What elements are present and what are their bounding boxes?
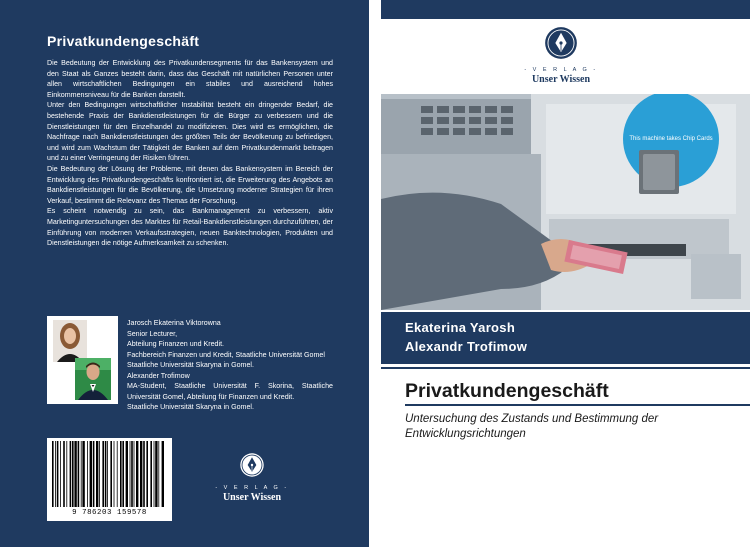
back-paragraph: Unter den Bedingungen wirtschaftlicher Instabilität besteht ein dringender Bedarf, die bestehende Praxis der Bankdienstleistungen für die Bürger zu verbessern und die Dienstleistungen für den Einzelhandel zu modifizieren. Dies wird es ermöglichen, die Nachfrage nach Bankdienstleistungen des größten Teils der Bevölkerung zu befriedigen, und wird zum Wachstum der Tätigkeit der Banken auf dem Privatkundenmarkt beitragen und zu einer Verringerung der Risiken führen. (47, 101, 333, 163)
barcode-bar (126, 441, 128, 507)
bio-line: Senior Lecturer, (127, 329, 178, 338)
back-paragraph: Die Bedeutung der Lösung der Probleme, mit denen das Bankensystem im Bereich der Entwicklung des Privatkundengeschäfts konfrontiert ist, die Erweiterung des Angebots an Bankdienstleistungen für die Bevölkerung, die Umsetzung moderner Strategien für ihren Verkauf, bestimmt die Relevanz des Themas der Forschung. (47, 164, 333, 205)
bio-line: Fachbereich Finanzen und Kredit, Staatliche Universität Gomel (127, 350, 325, 359)
barcode-bar (78, 441, 80, 507)
barcode-bar (72, 441, 74, 507)
barcode-bar (52, 441, 54, 507)
barcode-bar (114, 441, 115, 507)
barcode-bar (130, 441, 131, 507)
barcode-bar (82, 441, 84, 507)
barcode-bar (162, 441, 164, 507)
author-photo-woman (53, 320, 87, 362)
bio-line: Staatliche Universität Skaryna in Gomel. (127, 403, 254, 411)
barcode-bar (93, 441, 95, 507)
barcode-bar (110, 441, 112, 507)
barcode-bar (105, 441, 107, 507)
barcode-bar (134, 441, 135, 507)
barcode-bar (131, 441, 133, 507)
barcode-bar (96, 441, 98, 507)
title-divider (405, 404, 750, 406)
barcode-bar (120, 441, 122, 507)
isbn-barcode (47, 438, 172, 521)
back-paragraph: Es scheint notwendig zu sein, das Bankmanagement zu verbessern, aktiv Marketinguntersuchungen des Marktes für Retail-Bankdienstleistungen durchzuführen, der Einführung von modernen Verkaufsstrategien, neuen Banktechnologien, Produkten und Dienstleistungen die nötige Aufmerksamkeit zu schenken. (47, 207, 333, 248)
bio-line: Alexander Trofimow (127, 371, 190, 380)
pen-nib-icon (544, 26, 578, 60)
barcode-bar (70, 441, 72, 507)
barcode-bar (63, 441, 65, 507)
pen-nib-icon (239, 452, 265, 478)
back-title: Privatkundengeschäft (47, 33, 200, 49)
barcode-bar (90, 441, 92, 507)
barcode-bar (155, 441, 157, 507)
back-paragraph: Die Bedeutung der Entwicklung des Privatkundensegments für das Bankensystem und den Staat als Ganzes besteht darin, dass das Geschäft mit natürlichen Personen unter allen wirtschaftlichen Bedingungen ein stabiles und ausreichend hohes Einkommensniveau für die Banken darstellt. (47, 59, 333, 99)
logo-verlag: - V E R L A G - (215, 485, 289, 491)
barcode-bar (154, 441, 155, 507)
publisher-logo-back (214, 452, 290, 503)
barcode-bar (74, 441, 76, 507)
barcode-bar (140, 441, 142, 507)
book-title: Privatkundengeschäft (405, 380, 609, 402)
back-description (47, 58, 333, 249)
bio-line: Staatliche Universität Skaryna in Gomel. (127, 361, 254, 369)
barcode-bar (158, 441, 159, 507)
author-name: Alexandr Trofimow (405, 339, 528, 354)
atm-cover-photo (381, 94, 750, 310)
publisher-logo-front (507, 26, 615, 85)
book-subtitle: Untersuchung des Zustands und Bestimmung der Entwicklungsrichtungen (405, 413, 659, 440)
barcode-bar (99, 441, 100, 507)
barcode-digits: 9 786203 159578 (72, 509, 147, 517)
barcode-bars (50, 441, 169, 509)
barcode-bar (150, 441, 152, 507)
author-photos (47, 316, 118, 404)
logo-verlag: - V E R L A G - (524, 67, 598, 73)
barcode-bar (146, 441, 148, 507)
barcode-bar (122, 441, 124, 507)
atm-sign: This machine takes Chip Cards (629, 136, 713, 142)
bio-line: MA-Student, Staatliche Universität F. Skorina, Staatliche Universität Gomel, Abteilung für Finanzen und Kredit. (127, 382, 333, 401)
bio-line: Abteilung Finanzen und Kredit. (127, 340, 225, 348)
barcode-bar (81, 441, 82, 507)
authors-band (381, 312, 750, 364)
barcode-bar (87, 441, 88, 507)
barcode-bar (143, 441, 145, 507)
back-cover (0, 0, 369, 547)
barcode-bar (55, 441, 56, 507)
front-cover (381, 0, 750, 547)
bio-line: Jarosch Ekaterina Viktorowna (127, 319, 221, 327)
spine (369, 0, 381, 547)
author-bio (127, 318, 333, 413)
divider (381, 367, 750, 369)
logo-name: Unser Wissen (222, 492, 282, 503)
barcode-bar (60, 441, 61, 507)
barcode-bar (57, 441, 59, 507)
barcode-bar (136, 441, 138, 507)
barcode-bar (102, 441, 104, 507)
barcode-bar (66, 441, 67, 507)
front-top-bar (381, 0, 750, 19)
barcode-bar (117, 441, 118, 507)
barcode-bar (107, 441, 108, 507)
author-name: Ekaterina Yarosh (405, 320, 516, 335)
logo-name: Unser Wissen (531, 74, 591, 85)
author-photo-man (75, 358, 111, 400)
